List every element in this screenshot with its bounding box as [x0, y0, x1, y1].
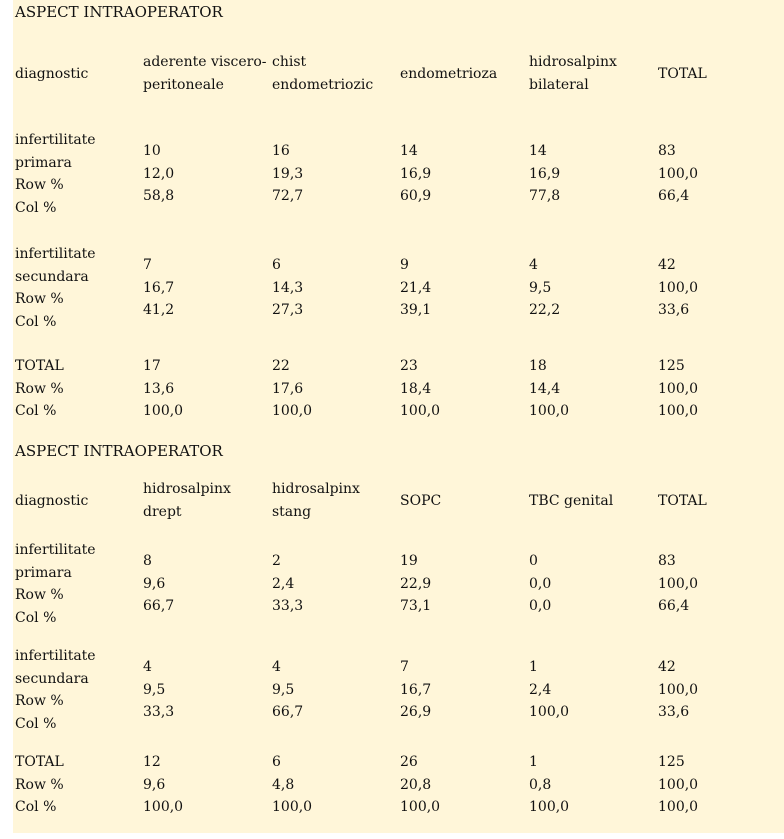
- header-col-tbc-genital: TBC genital: [529, 493, 614, 509]
- table-cell: 17 13,6 100,0: [143, 358, 184, 419]
- table-cell: 4 9,5 22,2: [529, 257, 561, 318]
- header-col-endometrioza: endometrioza: [400, 66, 498, 82]
- header-col-sopc: SOPC: [400, 493, 442, 509]
- table-cell: 26 20,8 100,0: [400, 754, 441, 815]
- header-col-hidrosalpinx-drept: hidrosalpinx drept: [143, 481, 231, 520]
- row-label-infertilitate-primara: infertilitate primara Row % Col %: [15, 542, 96, 626]
- header-col-total: TOTAL: [658, 493, 707, 509]
- table-cell: 0 0,0 0,0: [529, 553, 552, 614]
- table-cell: 83 100,0 66,4: [658, 143, 699, 204]
- header-col-aderente: aderente viscero- peritoneale: [143, 54, 267, 93]
- header-col-total: TOTAL: [658, 66, 707, 82]
- row-label-total: TOTAL Row % Col %: [15, 358, 64, 419]
- table-cell: 1 0,8 100,0: [529, 754, 570, 815]
- table-cell: 4 9,5 66,7: [272, 659, 304, 720]
- table-cell: 10 12,0 58,8: [143, 143, 175, 204]
- table-cell: 42 100,0 33,6: [658, 257, 699, 318]
- row-label-infertilitate-secundara: infertilitate secundara Row % Col %: [15, 246, 96, 330]
- table-cell: 18 14,4 100,0: [529, 358, 570, 419]
- row-label-infertilitate-primara: infertilitate primara Row % Col %: [15, 132, 96, 216]
- row-label-total: TOTAL Row % Col %: [15, 754, 64, 815]
- table-cell: 42 100,0 33,6: [658, 659, 699, 720]
- table-cell: 14 16,9 60,9: [400, 143, 432, 204]
- table-cell: 8 9,6 66,7: [143, 553, 175, 614]
- header-diagnostic: diagnostic: [15, 66, 89, 82]
- table-cell: 16 19,3 72,7: [272, 143, 304, 204]
- table-cell: 6 14,3 27,3: [272, 257, 304, 318]
- table-cell: 1 2,4 100,0: [529, 659, 570, 720]
- table-cell: 22 17,6 100,0: [272, 358, 313, 419]
- table-cell: 125 100,0 100,0: [658, 358, 699, 419]
- table-cell: 23 18,4 100,0: [400, 358, 441, 419]
- table-cell: 9 21,4 39,1: [400, 257, 432, 318]
- table-cell: 6 4,8 100,0: [272, 754, 313, 815]
- table-cell: 14 16,9 77,8: [529, 143, 561, 204]
- table-title: ASPECT INTRAOPERATOR: [15, 3, 223, 21]
- table-title: ASPECT INTRAOPERATOR: [15, 442, 223, 460]
- header-col-hidrosalpinx-bilateral: hidrosalpinx bilateral: [529, 54, 617, 93]
- table-cell: 2 2,4 33,3: [272, 553, 304, 614]
- header-diagnostic: diagnostic: [15, 493, 89, 509]
- table-cell: 7 16,7 41,2: [143, 257, 175, 318]
- header-col-chist: chist endometriozic: [272, 54, 374, 93]
- table-cell: 12 9,6 100,0: [143, 754, 184, 815]
- table-cell: 4 9,5 33,3: [143, 659, 175, 720]
- table-cell: 7 16,7 26,9: [400, 659, 432, 720]
- row-label-infertilitate-secundara: infertilitate secundara Row % Col %: [15, 648, 96, 732]
- table-cell: 125 100,0 100,0: [658, 754, 699, 815]
- table-cell: 83 100,0 66,4: [658, 553, 699, 614]
- header-col-hidrosalpinx-stang: hidrosalpinx stang: [272, 481, 360, 520]
- table-cell: 19 22,9 73,1: [400, 553, 432, 614]
